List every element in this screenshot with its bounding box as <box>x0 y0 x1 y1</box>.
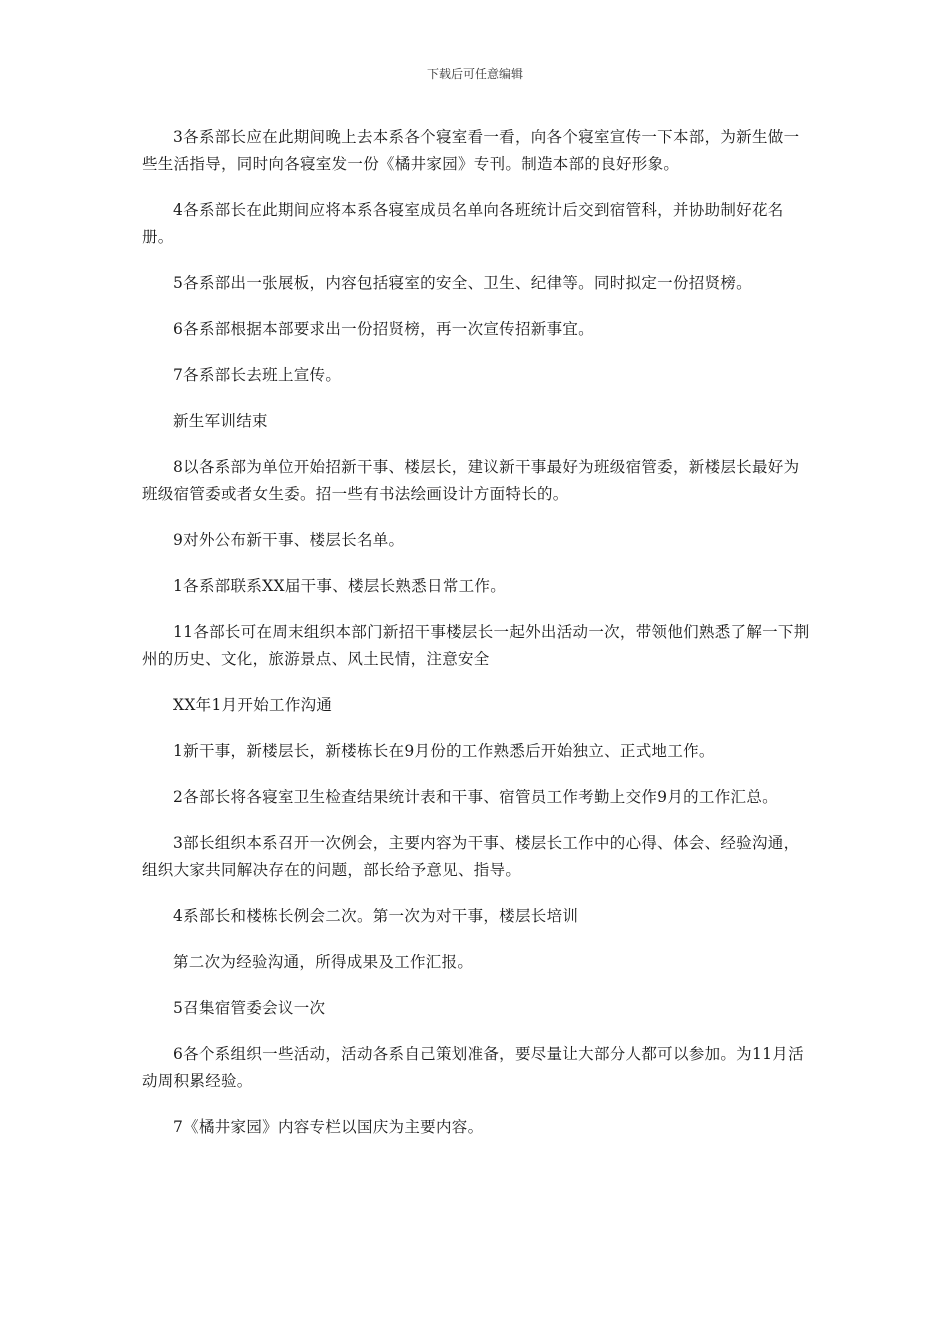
paragraph-16: 第二次为经验沟通，所得成果及工作汇报。 <box>173 953 474 971</box>
paragraph-8: 9对外公布新干事、楼层长名单。 <box>173 531 405 549</box>
paragraph-12: 1新干事，新楼层长，新楼栋长在9月份的工作熟悉后开始独立、正式地工作。 <box>173 742 715 760</box>
paragraph-4: 6各系部根据本部要求出一份招贤榜，再一次宣传招新事宜。 <box>173 320 594 338</box>
paragraph-10: 11各部长可在周末组织本部门新招干事楼层长一起外出活动一次，带领他们熟悉了解一下荆州的历史、文化，旅游景点、风土民情，注意安全 <box>142 623 810 668</box>
paragraph-15: 4系部长和楼栋长例会二次。第一次为对干事，楼层长培训 <box>173 907 579 925</box>
page-header: 下载后可任意编辑 <box>426 67 523 81</box>
paragraph-9: 1各系部联系XX届干事、楼层长熟悉日常工作。 <box>173 577 507 595</box>
section-heading-training-end: 新生军训结束 <box>173 412 268 430</box>
section-heading-work-communication: XX年1月开始工作沟通 <box>173 696 333 714</box>
paragraph-7: 8以各系部为单位开始招新干事、楼层长，建议新干事最好为班级宿管委，新楼层长最好为班级宿管委或者女生委。招一些有书法绘画设计方面特长的。 <box>142 458 800 503</box>
paragraph-5: 7各系部长去班上宣传。 <box>173 366 342 384</box>
paragraph-2: 4各系部长在此期间应将本系各寝室成员名单向各班统计后交到宿管科，并协助制好花名册。 <box>142 201 784 246</box>
paragraph-18: 6各个系组织一些活动，活动各系自己策划准备，要尽量让大部分人都可以参加。为11月活动周积累经验。 <box>142 1045 804 1090</box>
paragraph-13: 2各部长将各寝室卫生检查结果统计表和干事、宿管员工作考勤上交作9月的工作汇总。 <box>173 788 778 806</box>
paragraph-3: 5各系部出一张展板，内容包括寝室的安全、卫生、纪律等。同时拟定一份招贤榜。 <box>173 274 752 292</box>
document-body <box>142 124 814 1160</box>
paragraph-19: 7《橘井家园》内容专栏以国庆为主要内容。 <box>173 1118 484 1136</box>
paragraph-17: 5召集宿管委会议一次 <box>173 999 326 1017</box>
paragraph-14: 3部长组织本系召开一次例会，主要内容为干事、楼层长工作中的心得、体会、经验沟通，组织大家共同解决存在的问题，部长给予意见、指导。 <box>142 834 800 879</box>
paragraph-1: 3各系部长应在此期间晚上去本系各个寝室看一看，向各个寝室宣传一下本部，为新生做一些生活指导，同时向各寝室发一份《橘井家园》专刊。制造本部的良好形象。 <box>142 128 800 173</box>
